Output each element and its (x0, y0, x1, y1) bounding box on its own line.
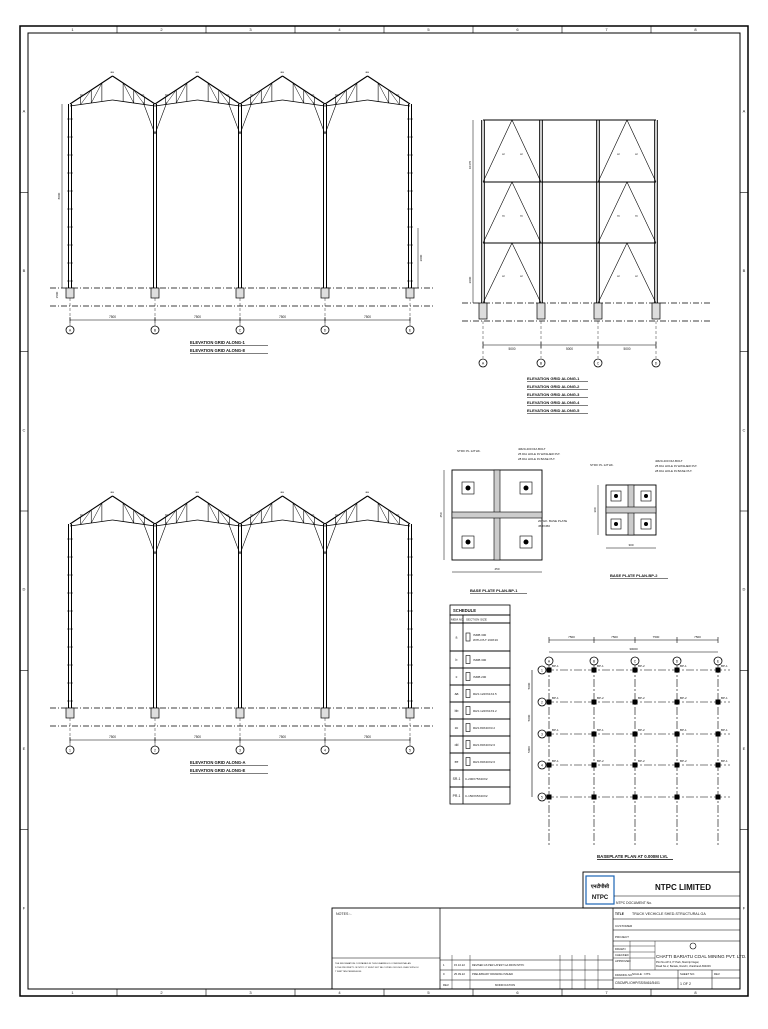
stiffener (606, 507, 656, 513)
rev-label: REV. (714, 972, 721, 976)
sheet-label: SHEET NO. (680, 972, 696, 976)
title-frame (332, 908, 740, 989)
row-mark: C (22, 427, 26, 433)
dimension: 300 (593, 507, 597, 513)
member-tag: bb (165, 93, 169, 97)
signoff-label: DRAWN (615, 947, 626, 951)
mem-cell: PR-1 (452, 794, 461, 798)
member-tag: aa (280, 490, 284, 494)
bp-label: BP-1 (552, 696, 559, 700)
bay-dimension: 7500 (108, 315, 117, 319)
grid-label: D (675, 659, 679, 664)
member-tag: bb (226, 513, 230, 517)
member-tag: bb (80, 513, 84, 517)
bay-dimension: 7500 (363, 315, 372, 319)
mem-cell: aa (454, 692, 459, 696)
mem-cell: c (455, 675, 458, 679)
col-mark: 7 (605, 27, 608, 32)
member-tag: aa (365, 490, 369, 494)
row-mark: B (22, 268, 26, 273)
bracing (512, 243, 541, 303)
member-tag: aa (195, 70, 199, 74)
contractor-address: Plot No.AP-3, IT Park, Mantrip Nagar, (656, 961, 700, 964)
member-tag: cc (502, 274, 505, 278)
baseplate-plan (527, 635, 730, 860)
modification-header: MODIFICATION (495, 983, 516, 987)
title-value: TRUCK VECHICLE SHED-STRUCTURAL GA (632, 912, 706, 916)
grid-label: 2 (541, 700, 543, 705)
company-name: NTPC LIMITED (655, 883, 711, 892)
grid-label: 4 (541, 763, 543, 768)
pedestal (151, 288, 159, 298)
size-cell: RHS 122X61X4.5 (473, 692, 497, 696)
bp-label: BP-1 (552, 664, 559, 668)
view-title: ELEVATION GRID ALONG-1 (190, 340, 245, 345)
pedestal (594, 303, 602, 319)
mem-cell: cc (454, 726, 459, 730)
pedestal (537, 303, 545, 319)
pedestal (321, 708, 329, 718)
base-plate-marker (716, 668, 721, 673)
bp-label: BP-2 (638, 759, 645, 763)
pedestal (66, 708, 74, 718)
bracing (598, 182, 627, 243)
view-title: ELEVATION GRID ALONG-4 (527, 400, 580, 405)
member-tag: bb (396, 93, 400, 97)
rev-header: REV. (443, 983, 450, 987)
member-tag: cc (520, 152, 523, 156)
elevation-view-3 (50, 490, 435, 774)
bracing (627, 182, 656, 243)
doc-no-label: NTPC DOCUMENT No. (616, 901, 652, 905)
member-tag: cc (635, 152, 638, 156)
note: STIFF PL 12THK. (590, 463, 614, 467)
section-icon (466, 673, 470, 681)
member-tag: aa (110, 70, 114, 74)
member-tag: bb (141, 513, 145, 517)
col-mark: 7 (605, 990, 608, 995)
bracing (483, 182, 512, 243)
overall-dimension: 30000 (629, 647, 638, 651)
bolt (466, 540, 471, 545)
note: 20THK. BASE PLATE (538, 519, 568, 523)
bolt (466, 486, 471, 491)
pedestal (321, 288, 329, 298)
elevation-view-1 (50, 70, 435, 354)
view-title: BASE PLATE PLAN-BP-2 (610, 573, 658, 578)
note: 450X450 (538, 524, 551, 528)
drawing-no-label: DRAWING NO. (615, 974, 633, 977)
bay-dimension: 7500 (568, 635, 575, 639)
bay-dimension: 7500 (694, 635, 701, 639)
ntpc-logo-hindi: एनटीपीसी (590, 884, 610, 890)
dimension: 5000 (527, 714, 531, 722)
bay-dimension: 5000 (508, 347, 516, 351)
col-mark: 1 (71, 27, 74, 32)
view-title: ELEVATION GRID ALONG-E (190, 768, 246, 773)
section-icon (466, 758, 470, 766)
contractor-name: CHATTI BARIATU COAL MINING PVT. LTD. (656, 954, 747, 959)
bp-label: BP-1 (721, 664, 728, 668)
member-tag: cc (617, 152, 620, 156)
mem-cell: dd (454, 743, 459, 747)
size-cell: C-200X75X20X2 (465, 777, 488, 781)
base-plate-marker (633, 795, 638, 800)
rev-date: 25.09.22 (454, 972, 465, 976)
confidential-text: THE INFORMATION CONTAINED IN THIS DRAWING IS CONFIDENTIAL AN (335, 963, 411, 965)
row-mark: D (742, 586, 746, 592)
bp-label: BP-2 (680, 696, 687, 700)
member-tag: bb (311, 93, 315, 97)
bp-label: BP-1 (721, 696, 728, 700)
bp-label: BP-1 (597, 728, 604, 732)
rev-cell: 1 (443, 963, 445, 967)
bp-label: BP-1 (552, 759, 559, 763)
bolt (614, 494, 618, 498)
dimension: 5000 (527, 682, 531, 690)
section-icon (466, 690, 470, 698)
pedestal (406, 288, 414, 298)
member-tag: bb (396, 513, 400, 517)
col-mark: 5 (427, 990, 430, 995)
bp-label: BP-1 (552, 728, 559, 732)
bay-dimension: 7500 (278, 315, 287, 319)
member-tag: cc (617, 274, 620, 278)
member-tag: bb (311, 513, 315, 517)
bp-label: BP-2 (638, 728, 645, 732)
row-mark: D (22, 586, 26, 592)
height-dimension: 10470 (468, 160, 472, 170)
note: 4M20-400 DIA BOLT (655, 459, 683, 463)
member-tag: bb (226, 93, 230, 97)
pedestal (406, 708, 414, 718)
rev-date: 15.10.22 (454, 963, 465, 967)
dimension: 450 (494, 567, 500, 571)
section-icon (466, 707, 470, 715)
bp-label: BP-2 (597, 696, 604, 700)
base-plate-marker (547, 763, 552, 768)
size-cell: WITH PLT 160X16 (473, 638, 498, 642)
dimension: 300 (628, 543, 634, 547)
col-mark: 1 (71, 990, 74, 995)
height-dimension: 8000 (57, 192, 61, 200)
bracing (483, 120, 512, 182)
bolt (644, 522, 648, 526)
member-tag: cc (635, 213, 638, 218)
base-plate-marker (547, 668, 552, 673)
note: 25 DIA HOLE IN WASHER PLT. (655, 464, 698, 468)
grid-label: A (481, 361, 485, 366)
base-plate-marker (592, 700, 597, 705)
row-mark: A (22, 108, 26, 114)
note: 4M20-400 DIA BOLT (518, 447, 546, 451)
note: STIFF PL 12THK. (457, 449, 481, 453)
bp-label: BP-1 (721, 728, 728, 732)
bp-label: BP-2 (680, 759, 687, 763)
bolt (524, 540, 529, 545)
grid-label: B (592, 659, 596, 664)
bolt (524, 486, 529, 491)
bp-label: BP-1 (721, 759, 728, 763)
size-cell: C-150X65X20X2 (465, 794, 488, 798)
base-plate-marker (716, 732, 721, 737)
size-cell: RHS 122X61X3.2 (473, 709, 497, 713)
sheet-value: 1 OF 2 (680, 982, 691, 986)
member-tag: cc (520, 213, 523, 218)
elevation-view-2 (462, 120, 710, 414)
project-label: PROJECT (615, 935, 630, 939)
grid-label: C (238, 328, 242, 333)
header-cell: MEM.NO. (451, 617, 465, 622)
base-plate-marker (547, 700, 552, 705)
col-mark: 6 (516, 990, 519, 995)
ntpc-logo-text: NTPC (591, 895, 609, 901)
base-plate-marker (592, 732, 597, 737)
grid-label: B (153, 328, 157, 333)
bp-label: BP-1 (680, 664, 687, 668)
base-plate-marker (547, 795, 552, 800)
member-tag: aa (110, 490, 114, 494)
plinth-dimension: 1500 (55, 291, 59, 299)
bracing (483, 243, 512, 303)
signoff-label: CHECKED (615, 953, 629, 957)
confidential-text: T WRITTEN PERMISSION. (335, 971, 362, 973)
schedule-title: SCHEDULE (453, 608, 477, 613)
grid-label: 1 (69, 748, 71, 753)
section-icon (466, 724, 470, 732)
bay-dimension: 7500 (363, 735, 372, 739)
grid-label: 5 (409, 748, 411, 753)
title-block (332, 872, 746, 989)
member-tag: aa (195, 490, 199, 494)
member-tag: cc (502, 152, 505, 156)
member-tag: aa (280, 70, 284, 74)
bay-dimension: 7500 (108, 735, 117, 739)
size-cell: RHS 80X40X2.6 (473, 743, 496, 747)
row-mark: E (742, 746, 746, 751)
grid-label: 1 (541, 668, 543, 673)
col-mark: 3 (249, 990, 252, 995)
col-mark: 4 (338, 990, 341, 995)
size-cell: RHS 80X40X3.2 (473, 726, 496, 730)
mem-cell: SR-1 (452, 777, 461, 781)
pedestal (479, 303, 487, 319)
signoff-label: APPROVED (615, 959, 631, 963)
size-cell: ISMB 300 (473, 633, 487, 637)
bay-dimension: 7500 (611, 635, 618, 639)
grid-label: C (633, 659, 637, 664)
col-mark: 5 (427, 27, 430, 32)
col-mark: 8 (694, 990, 697, 995)
base-plate-marker (675, 668, 680, 673)
drawing-no: CBCMPL/OHP/SS/5461/5401 (615, 981, 660, 985)
bp-label: BP-2 (597, 759, 604, 763)
header-cell: SECTION SIZE (466, 617, 487, 622)
note: 28 DIA HOLE IN BASE PLT. (655, 469, 693, 473)
bracing (598, 120, 627, 182)
base-plate-marker (633, 732, 638, 737)
base-plate-marker (633, 700, 638, 705)
bay-dimension: 5000 (565, 347, 574, 351)
member-tag: cc (617, 213, 620, 218)
row-mark: E (22, 746, 26, 751)
base-plate-marker (675, 732, 680, 737)
grid-label: 4 (324, 748, 326, 753)
section-icon (466, 741, 470, 749)
height-dimension: 2000 (419, 254, 423, 262)
pedestal (236, 708, 244, 718)
grid-label: B (539, 361, 543, 366)
schedule-row (450, 623, 510, 651)
grid-label: 3 (239, 748, 241, 753)
confidential-text: D THE PROPERTY OF NTPC. IT MUST NOT BE COPIED OR DISCLOSED WITHOU (335, 967, 419, 969)
base-plate-marker (675, 795, 680, 800)
bay-dimension: 7500 (193, 735, 202, 739)
rev-cell: 0 (443, 972, 445, 976)
view-title: ELEVATION GRID ALONG-1 (527, 376, 580, 381)
bracing (627, 243, 656, 303)
dimension: 5000 (527, 746, 531, 753)
rev-desc: PRELIMINARY DRAWING ISSUED (472, 973, 514, 976)
grid-label: 5 (541, 795, 543, 800)
grid-label: E (716, 659, 720, 664)
base-plate-marker (633, 668, 638, 673)
grid-label: A (547, 659, 551, 664)
member-tag: bb (165, 513, 169, 517)
row-mark: B (742, 268, 746, 273)
member-tag: bb (141, 93, 145, 97)
grid-label: D (654, 361, 658, 366)
note: 28 DIA HOLE IN BASE PLT. (518, 457, 556, 461)
member-tag: bb (335, 513, 339, 517)
base-plate-marker (675, 763, 680, 768)
row-mark: F (22, 905, 26, 911)
bay-dimension: 7500 (278, 735, 287, 739)
dimension: 450 (439, 512, 443, 518)
bp-label: BP-1 (597, 664, 604, 668)
row-mark: C (742, 427, 746, 433)
contractor-logo (690, 943, 696, 949)
schedule-table (450, 605, 510, 804)
grid-label: D (323, 328, 327, 333)
scale-label: SCALE : NTS (632, 972, 651, 976)
base-plate-bp2 (590, 459, 698, 579)
mem-cell: bb (454, 709, 459, 713)
base-plate-marker (592, 795, 597, 800)
customer-label: CUSTOMER (615, 924, 633, 928)
mem-cell: ee (454, 760, 459, 764)
base-plate-marker (547, 732, 552, 737)
col-mark: 8 (694, 27, 697, 32)
col-mark: 2 (160, 27, 163, 32)
base-plate-marker (592, 763, 597, 768)
row-mark: F (742, 905, 746, 911)
base-plate-marker (716, 700, 721, 705)
height-dimension: 2000 (468, 276, 472, 284)
grid-label: A (68, 328, 72, 333)
rev-desc: REVISED AS PER LATEST GA FROM NTPC (472, 964, 525, 967)
base-plate-marker (633, 763, 638, 768)
bay-dimension: 5000 (623, 347, 631, 351)
view-title: ELEVATION GRID ALONG-A (190, 760, 246, 765)
grid-label: 2 (154, 748, 156, 753)
member-tag: aa (365, 70, 369, 74)
size-cell: ISMB 200 (473, 675, 487, 679)
size-cell: RHS 80X40X2.6 (473, 760, 496, 764)
view-title: BASEPLATE PLAN AT 0.000M LVL (597, 854, 669, 859)
pedestal (66, 288, 74, 298)
base-plate-marker (716, 763, 721, 768)
row-mark: A (742, 108, 746, 114)
bay-dimension: 7500 (193, 315, 202, 319)
section-icon (466, 656, 470, 664)
bp-label: BP-2 (638, 696, 645, 700)
member-tag: bb (80, 93, 84, 97)
title-label: TITLE (615, 912, 624, 916)
notes-label: NOTES :- (336, 912, 352, 916)
view-title: ELEVATION GRID ALONG-8 (190, 348, 245, 353)
col-mark: 2 (160, 990, 163, 995)
grid-label: 3 (541, 732, 543, 737)
pedestal (652, 303, 660, 319)
bp-label: BP-2 (638, 664, 645, 668)
bracing (512, 120, 541, 182)
bp-label: BP-1 (680, 728, 687, 732)
base-plate-marker (592, 668, 597, 673)
member-tag: bb (250, 93, 254, 97)
member-tag: cc (502, 213, 505, 218)
pedestal (236, 288, 244, 298)
base-plate-bp1 (439, 447, 567, 594)
base-plate-marker (675, 700, 680, 705)
col-mark: 3 (249, 27, 252, 32)
bolt (614, 522, 618, 526)
bracing (598, 243, 627, 303)
member-tag: cc (635, 274, 638, 278)
member-tag: bb (250, 513, 254, 517)
view-title: BASE PLATE PLAN-BP-1 (470, 588, 518, 593)
bracing (512, 182, 541, 243)
view-title: ELEVATION GRID ALONG-5 (527, 408, 580, 413)
contractor-address: Road No.2, Bariatu, Ranchi, Jharkhand-834009 (656, 965, 711, 968)
base-plate-marker (716, 795, 721, 800)
stiffener (452, 512, 542, 518)
bolt (644, 494, 648, 498)
size-cell: ISMB 300 (473, 658, 487, 662)
bay-dimension: 7500 (652, 635, 660, 639)
grid-label: C (596, 361, 600, 366)
view-title: ELEVATION GRID ALONG-3 (527, 392, 580, 397)
mem-cell: b (455, 658, 458, 662)
view-title: ELEVATION GRID ALONG-2 (527, 384, 580, 389)
grid-label: E (408, 328, 412, 333)
col-mark: 4 (338, 27, 341, 32)
member-tag: bb (335, 93, 339, 97)
member-tag: cc (520, 274, 523, 278)
mem-cell: a (455, 635, 458, 640)
section-icon (466, 633, 470, 641)
bracing (627, 120, 656, 182)
note: 25 DIA HOLE IN WASHER PLT. (518, 452, 561, 456)
col-mark: 6 (516, 27, 519, 32)
pedestal (151, 708, 159, 718)
